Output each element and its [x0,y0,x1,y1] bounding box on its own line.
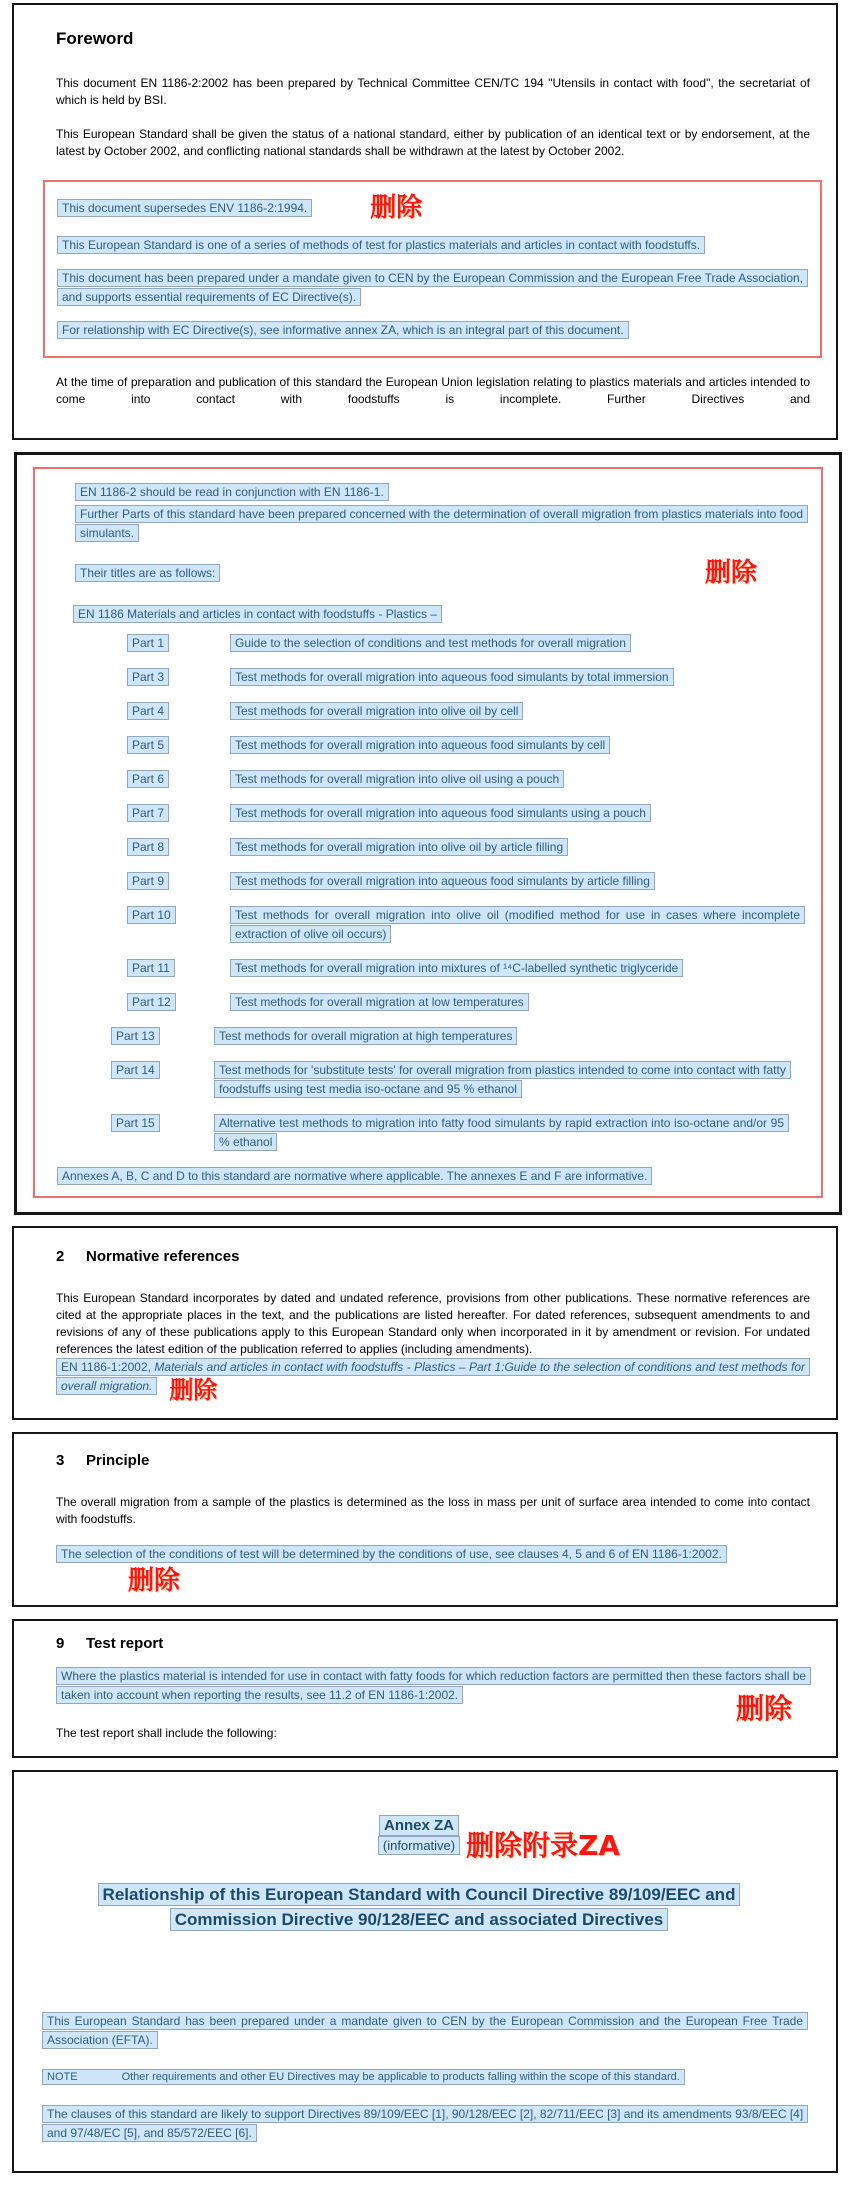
part-row: Part 3 Test methods for overall migration into aqueous food simulants by total immersion [127,668,805,687]
deleted-paragraph: The clauses of this standard are likely to support Directives 89/109/EEC [1], 90/128/EEC [2], 82/711/EEC [3] and its amendments 93/8/EEC [4] and 97/48/EC [5], and 85/572/EEC [6]. [42,2105,808,2143]
deleted-paragraph: EN 1186-2 should be read in conjunction with EN 1186-1. [75,483,805,502]
principle-section [12,1432,838,1607]
test-report-section [12,1619,838,1758]
normative-references-section [12,1226,838,1420]
deleted-text: Their titles are as follows: [75,564,220,582]
part-row: Part 8 Test methods for overall migration into olive oil by article filling [127,838,805,857]
part-row: Part 13 Test methods for overall migration at high temperatures [111,1027,805,1046]
part-row: Part 11 Test methods for overall migration into mixtures of ¹⁴C-labelled synthetic triglyceride [127,959,805,978]
annex-za-section [12,1770,838,2173]
deleted-paragraph: This European Standard is one of a series of methods of test for plastics materials and articles in contact with foodstuffs. [57,236,808,255]
deleted-row [57,194,808,222]
deleted-text: This document supersedes ENV 1186-2:1994. [57,199,312,217]
foreword-paragraph-2: This European Standard shall be given the status of a national standard, either by publication of an identical text or by endorsement, at the latest by October 2002, and conflicting national standards shall be withdrawn at the latest by October 2002. [56,127,810,158]
delete-annotation: 删除 [704,558,757,588]
foreword-paragraph-1: This document EN 1186-2:2002 has been prepared by Technical Committee CEN/TC 194 "Utensils in contact with food", the secretariat of which is held by BSI. [56,76,810,107]
parts-section [14,452,842,1215]
annex-za-heading: Relationship of this European Standard with Council Directive 89/109/EEC and Commission Directive 90/128/EEC and associated Directives [79,1882,759,1932]
part-row: Part 1 Guide to the selection of conditions and test methods for overall migration [127,634,805,653]
part-row: Part 9 Test methods for overall migration into aqueous food simulants by article filling [127,872,805,891]
deleted-block-frame [33,467,823,1198]
note-label: NOTE [47,2071,78,2083]
foreword-closing-paragraph: At the time of preparation and publication of this standard the European Union legislation relating to plastics materials and articles intended to come into contact with foodstuffs is incomplete. Further Directives and [56,375,810,406]
normative-body: This European Standard incorporates by dated and undated reference, provisions from other publications. These normative references are cited at the appropriate places in the text, and the publications are listed hereafter. For dated references, subsequent amendments to and revisions of any of these publications apply to this European Standard only when incorporated in it by amendment or revision. For undated references the latest edition of the publication referred to applies (including amendments). [56,1291,810,1356]
part-row: Part 10 Test methods for overall migration into olive oil (modified method for use in cases where incomplete extraction of olive oil occurs) [127,906,805,944]
delete-annotation: 删除 [735,1692,792,1725]
part-row: Part 7 Test methods for overall migration into aqueous food simulants using a pouch [127,804,805,823]
deleted-paragraph: EN 1186-1:2002, Materials and articles in contact with foodstuffs - Plastics – Part 1:Guide to the selection of conditions and test methods for overall migration. 删除 [56,1358,810,1404]
deleted-paragraph: Further Parts of this standard have been prepared concerned with the determination of overall migration from plastics materials into food simulants. [75,505,805,543]
part-row: Part 14 Test methods for 'substitute tests' for overall migration from plastics intended to come into contact with fatty foodstuffs using test media iso-octane and 95 % ethanol [111,1061,805,1099]
part-row: Part 6 Test methods for overall migration into olive oil using a pouch [127,770,805,789]
foreword-section [12,3,838,440]
delete-annex-annotation: 删除附录ZA [466,1829,621,1862]
part-row: Part 15 Alternative test methods to migration into fatty food simulants by rapid extraction into iso-octane and/or 95 % ethanol [111,1114,805,1152]
deleted-paragraph: Where the plastics material is intended for use in contact with fatty foods for which reduction factors are permitted then these factors shall be taken into account when reporting the results, see 11.2 of EN 1186-1:2002. [56,1667,810,1705]
principle-body: The overall migration from a sample of the plastics is determined as the loss in mass per unit of surface area intended to come into contact with foodstuffs. [56,1495,810,1526]
foreword-title: Foreword [56,29,134,48]
test-report-body: The test report shall include the following: [56,1726,277,1740]
section-heading: 2 Normative references [56,1248,240,1265]
part-row: Part 5 Test methods for overall migration into aqueous food simulants by cell [127,736,805,755]
delete-annotation: 删除 [169,1376,218,1404]
titles-intro-row [75,559,757,587]
annex-za-title-block [30,1816,808,1856]
series-heading: EN 1186 Materials and articles in contact with foodstuffs - Plastics – [73,605,805,624]
section-heading: 9 Test report [56,1635,164,1652]
deleted-paragraph: This European Standard has been prepared under a mandate given to CEN by the European Commission and the European Free Trade Association (EFTA). [42,2012,808,2050]
annex-za-title: Annex ZA [379,1815,459,1836]
delete-annotation: 删除 [128,1566,181,1596]
parts-list [55,634,805,1152]
delete-annotation: 删除 [370,193,423,223]
part-row: Part 12 Test methods for overall migration at low temperatures [127,993,805,1012]
section-heading: 3 Principle [56,1452,150,1469]
annexes-note: Annexes A, B, C and D to this standard are normative where applicable. The annexes E and F are informative. [57,1167,805,1186]
deleted-note-paragraph: NOTE Other requirements and other EU Directives may be applicable to products falling within the scope of this standard. [42,2068,808,2087]
deleted-paragraph: For relationship with EC Directive(s), see informative annex ZA, which is an integral part of this document. [57,321,808,340]
annex-za-subtitle: (informative) [378,1836,460,1855]
part-row: Part 4 Test methods for overall migration into olive oil by cell [127,702,805,721]
deleted-block-frame [43,180,822,358]
deleted-paragraph: The selection of the conditions of test will be determined by the conditions of use, see clauses 4, 5 and 6 of EN 1186-1:2002. [56,1545,810,1564]
deleted-paragraph: This document has been prepared under a mandate given to CEN by the European Commission and the European Free Trade Association, and supports essential requirements of EC Directive(s). [57,269,808,307]
